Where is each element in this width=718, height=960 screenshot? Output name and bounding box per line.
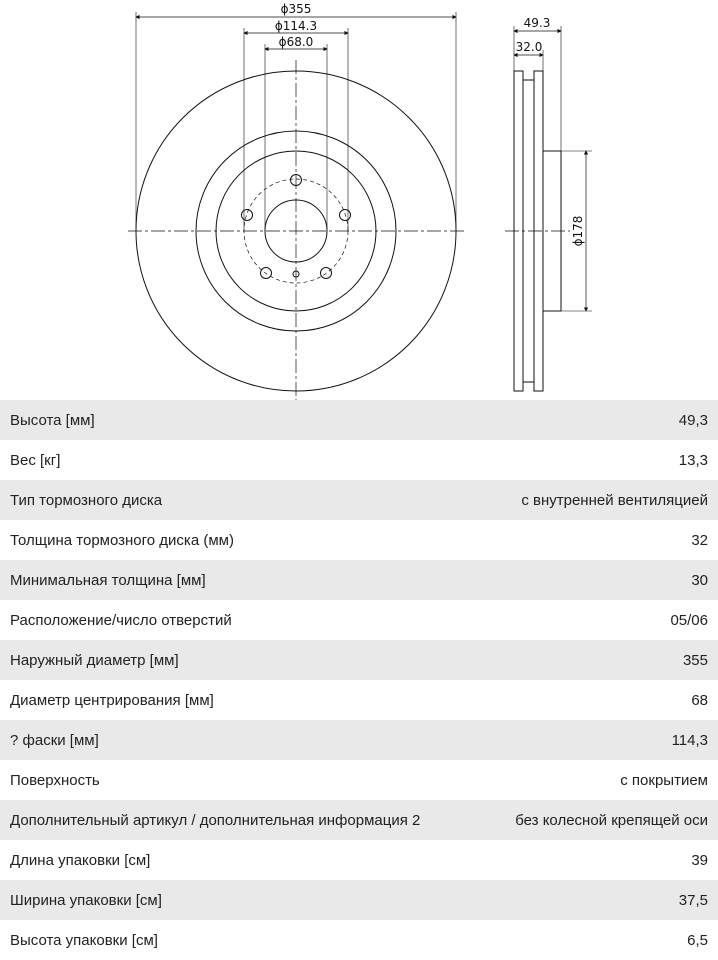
disc-thickness-label: 32.0 [515, 40, 543, 54]
spec-value: 114,3 [671, 731, 708, 749]
spec-label: Минимальная толщина [мм] [10, 571, 206, 589]
spec-value: 05/06 [670, 611, 708, 629]
bolt-hole [242, 210, 253, 221]
spec-value: 30 [691, 571, 708, 589]
front-view [128, 12, 466, 400]
spec-label: Высота упаковки [см] [10, 931, 158, 949]
spec-row [0, 720, 718, 760]
spec-value: 6,5 [687, 931, 708, 949]
spec-label: Диаметр центрирования [мм] [10, 691, 214, 709]
spec-value: 39 [691, 851, 708, 869]
spec-label: Дополнительный артикул / дополнительная информация 2 [10, 811, 421, 829]
spec-value: 37,5 [678, 891, 708, 909]
spec-row [0, 440, 718, 480]
spec-label: Ширина упаковки [см] [10, 891, 162, 909]
spec-label: Поверхность [10, 771, 100, 789]
bolt-hole [261, 268, 272, 279]
spec-label: Вес [кг] [10, 451, 61, 469]
spec-value: 32 [691, 531, 708, 549]
spec-value: с внутренней вентиляцией [521, 491, 708, 509]
total-height-label: 49.3 [523, 16, 551, 30]
spec-row [0, 640, 718, 680]
spec-row [0, 480, 718, 520]
spec-row [0, 840, 718, 880]
spec-row [0, 560, 718, 600]
bolt-hole [340, 210, 351, 221]
hat-diameter-label: ϕ178 [571, 215, 585, 247]
spec-label: Тип тормозного диска [10, 491, 163, 509]
spec-row [0, 520, 718, 560]
spec-row [0, 600, 718, 640]
outer-diameter-label: ϕ355 [280, 2, 312, 16]
bolt-hole [321, 268, 332, 279]
spec-label: Наружный диаметр [мм] [10, 651, 179, 669]
spec-row [0, 400, 718, 440]
spec-value: 13,3 [678, 451, 708, 469]
spec-value: с покрытием [620, 771, 708, 789]
spec-label: Длина упаковки [см] [10, 851, 151, 869]
spec-row [0, 920, 718, 960]
spec-row [0, 760, 718, 800]
spec-label: ? фаски [мм] [10, 731, 99, 749]
spec-row [0, 800, 718, 840]
specs-table [0, 400, 718, 960]
bolt-circle-label: ϕ114.3 [274, 19, 318, 33]
spec-value: 68 [691, 691, 708, 709]
spec-value: 355 [682, 651, 708, 669]
side-view [505, 26, 592, 391]
center-bore-label: ϕ68.0 [278, 35, 314, 49]
technical-drawing [0, 0, 718, 400]
spec-row [0, 880, 718, 920]
spec-value: без колесной крепящей оси [515, 811, 708, 829]
spec-label: Высота [мм] [10, 411, 95, 429]
spec-label: Толщина тормозного диска (мм) [10, 531, 234, 549]
spec-row [0, 680, 718, 720]
brake-disc-drawing [0, 0, 718, 400]
spec-label: Расположение/число отверстий [10, 611, 232, 629]
spec-value: 49,3 [678, 411, 708, 429]
